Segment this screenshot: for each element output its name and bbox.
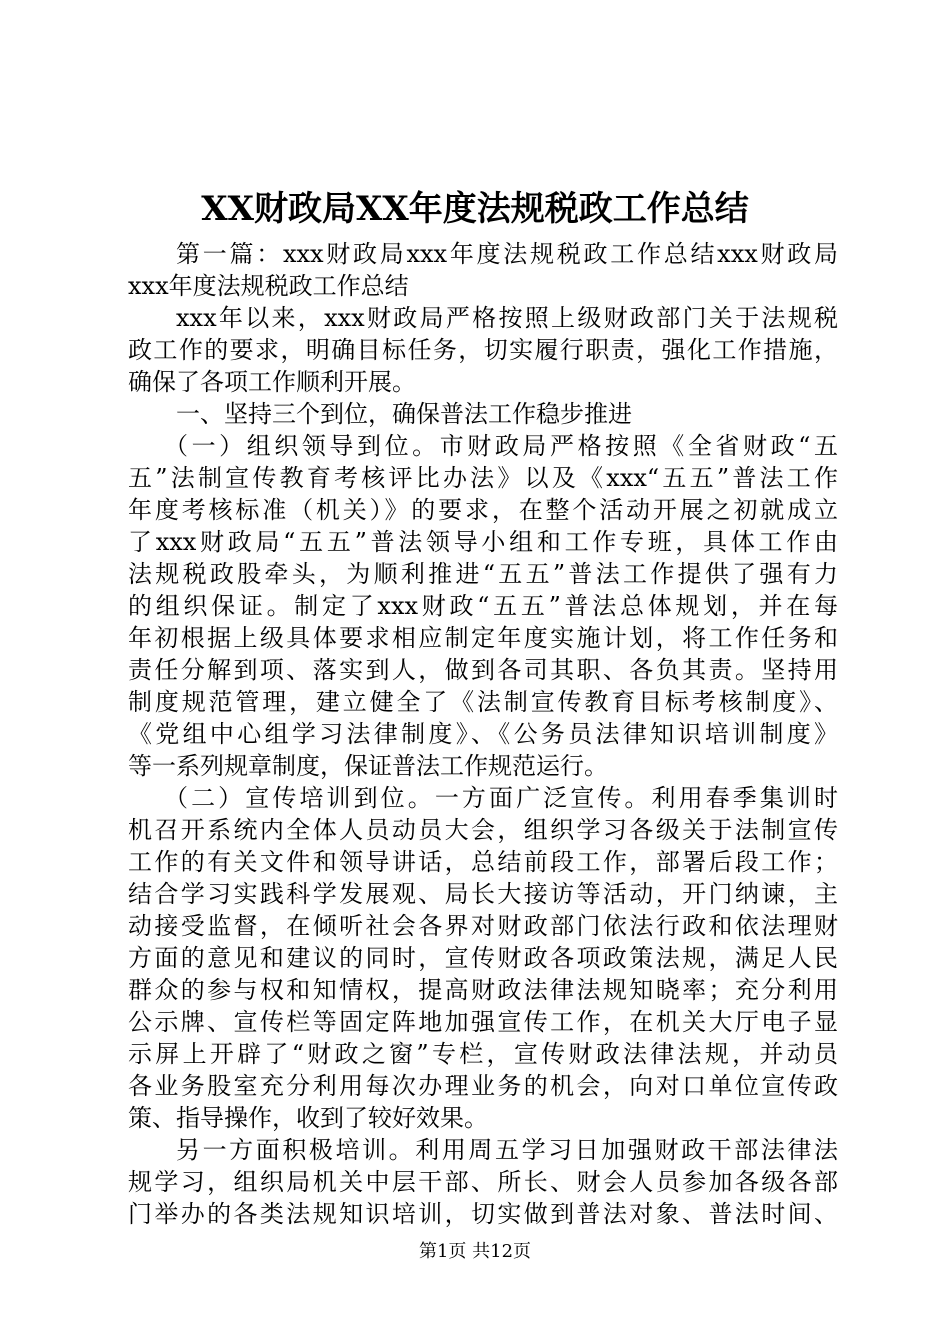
- body-line: 责任分解到项、落实到人，做到各司其职、各负其责。坚持用: [128, 656, 838, 684]
- body-line: 机召开系统内全体人员动员大会，组织学习各级关于法制宣传: [128, 816, 838, 844]
- body-line: 法规税政股牵头，为顺利推进“五五”普法工作提供了强有力: [128, 560, 838, 588]
- body-line: 群众的参与权和知情权，提高财政法律法规知晓率；充分利用: [128, 976, 838, 1004]
- body-line: 等一系列规章制度，保证普法工作规范运行。: [128, 752, 608, 780]
- body-line: 制度规范管理，建立健全了《法制宣传教育目标考核制度》、: [128, 688, 838, 716]
- body-line: 的组织保证。制定了xxx财政“五五”普法总体规划，并在每: [128, 592, 838, 620]
- body-line: 示屏上开辟了“财政之窗”专栏，宣传财政法律法规，并动员: [128, 1040, 838, 1068]
- body-line: （二）宣传培训到位。一方面广泛宣传。利用春季集训时: [164, 784, 838, 812]
- body-line: 另一方面积极培训。利用周五学习日加强财政干部法律法: [176, 1136, 838, 1164]
- body-line: （一）组织领导到位。市财政局严格按照《全省财政“五: [164, 432, 838, 460]
- body-line: 方面的意见和建议的同时，宣传财政各项政策法规，满足人民: [128, 944, 838, 972]
- body-line: 各业务股室充分利用每次办理业务的机会，向对口单位宣传政: [128, 1072, 838, 1100]
- document-title: XX财政局XX年度法规税政工作总结: [201, 189, 749, 229]
- body-line: 策、指导操作，收到了较好效果。: [128, 1104, 488, 1132]
- body-line: 公示牌、宣传栏等固定阵地加强宣传工作，在机关大厅电子显: [128, 1008, 838, 1036]
- body-line: 第一篇：xxx财政局xxx年度法规税政工作总结xxx财政局: [176, 240, 838, 268]
- body-line: 工作的有关文件和领导讲话，总结前段工作，部署后段工作；: [128, 848, 838, 876]
- body-line: 动接受监督，在倾听社会各界对财政部门依法行政和依法理财: [128, 912, 838, 940]
- body-line: 了xxx财政局“五五”普法领导小组和工作专班，具体工作由: [128, 528, 838, 556]
- body-line: 规学习，组织局机关中层干部、所长、财会人员参加各级各部: [128, 1168, 838, 1196]
- body-line: 结合学习实践科学发展观、局长大接访等活动，开门纳谏，主: [128, 880, 838, 908]
- page-indicator: 第1页 共12页: [418, 1241, 532, 1262]
- body-line: 五”法制宣传教育考核评比办法》以及《xxx“五五”普法工作: [128, 464, 838, 492]
- document-body: [128, 238, 838, 1230]
- section-heading: 一、坚持三个到位，确保普法工作稳步推进: [176, 400, 632, 428]
- body-line: xxx年度法规税政工作总结: [128, 272, 409, 300]
- body-line: 《党组中心组学习法律制度》、《公务员法律知识培训制度》: [128, 720, 838, 748]
- body-line: 年初根据上级具体要求相应制定年度实施计划，将工作任务和: [128, 624, 838, 652]
- body-line: 门举办的各类法规知识培训，切实做到普法对象、普法时间、: [128, 1200, 838, 1228]
- body-line: 确保了各项工作顺利开展。: [128, 368, 416, 396]
- body-line: 政工作的要求，明确目标任务，切实履行职责，强化工作措施，: [128, 336, 838, 364]
- body-line: 年度考核标准（机关）》的要求，在整个活动开展之初就成立: [128, 496, 838, 524]
- body-line: xxx年以来，xxx财政局严格按照上级财政部门关于法规税: [176, 304, 838, 332]
